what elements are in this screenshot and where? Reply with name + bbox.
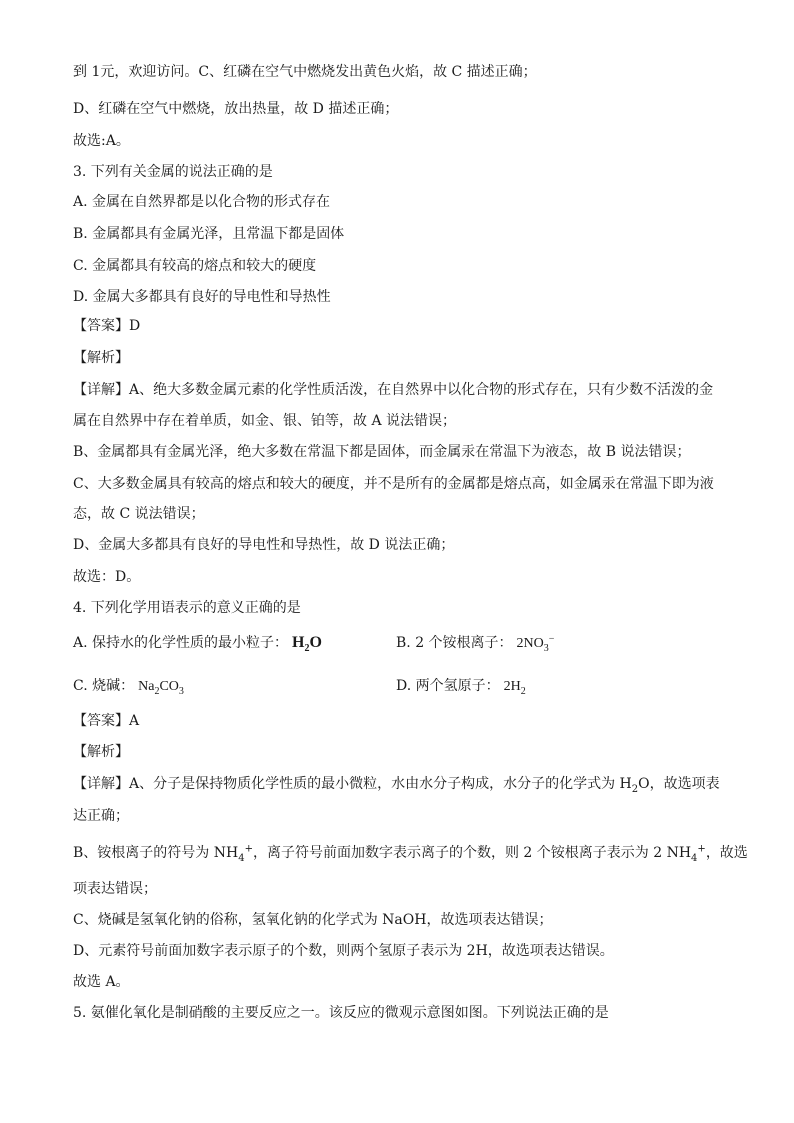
formula-h2o	[292, 634, 322, 655]
formula-sub: 2	[154, 685, 160, 697]
text-span: 【详解】A、分子是保持物质化学性质的最小微粒，水由水分子构成，水分子的化学式为 H	[73, 776, 632, 792]
option-b-text: B. 2 个铵根离子：	[396, 635, 513, 651]
formula-nitrate-ions	[516, 633, 555, 654]
formula-sub: 2	[631, 783, 639, 795]
text-span: ，故选	[705, 845, 748, 861]
question-3-detail: 属在自然界中存在着单质，如金、银、铂等，故 A 说法错误；	[73, 413, 457, 429]
formula-na2co3	[138, 679, 184, 697]
question-4-option-b	[396, 633, 754, 654]
question-4-detail	[73, 774, 754, 794]
question-5-stem: 5. 氨催化氧化是制硝酸的主要反应之一。该反应的微观示意图如图。下列说法正确的是	[73, 1005, 609, 1021]
formula-part: 2NO	[516, 636, 544, 651]
question-4-detail: 项表达错误；	[73, 881, 157, 897]
text-span: B、铵根离子的符号为 NH	[73, 845, 239, 861]
formula-part: Na	[138, 679, 155, 694]
formula-part: 2H	[503, 679, 521, 694]
formula-sub: 2	[520, 685, 526, 697]
question-3-detail: 故选：D。	[73, 569, 141, 585]
question-3-analysis-heading: 【解析】	[73, 350, 129, 366]
question-4-detail: D、元素符号前面加数字表示原子的个数，则两个氢原子表示为 2H，故选项表达错误。	[73, 943, 614, 959]
text-span: O，故选项表	[638, 776, 720, 792]
formula-sub: 3	[543, 642, 549, 654]
question-3-detail: B、金属都具有金属光泽，绝大多数在常温下都是固体，而金属汞在常温下为液态，故 B 说法错误；	[73, 444, 691, 460]
question-4-detail: C、烧碱是氢氧化钠的俗称，氢氧化钠的化学式为 NaOH，故选项表达错误；	[73, 912, 553, 928]
text-line: D、红磷在空气中燃烧，放出热量，故 D 描述正确；	[73, 101, 399, 117]
question-4-detail	[73, 843, 754, 863]
formula-sub: 2	[304, 643, 310, 655]
formula-part: O	[309, 634, 322, 651]
question-4-answer: 【答案】A	[73, 713, 140, 729]
question-3-detail: 【详解】A、绝大多数金属元素的化学性质活泼，在自然界中以化合物的形式存在，只有少数不活泼的金	[73, 382, 714, 398]
formula-2h2	[503, 679, 526, 697]
question-3-detail: C、大多数金属具有较高的熔点和较大的硬度，并不是所有的金属都是熔点高，如金属汞在常温下即为液	[73, 476, 714, 492]
formula-sub: 3	[178, 685, 184, 697]
question-3-option-a: A. 金属在自然界都是以化合物的形式存在	[73, 194, 331, 210]
question-3-option-c: C. 金属都具有较高的熔点和较大的硬度	[73, 258, 317, 274]
question-3-option-b: B. 金属都具有金属光泽，且常温下都是固体	[73, 226, 345, 242]
formula-sup: −	[548, 633, 555, 645]
question-3-option-d: D. 金属大多都具有良好的导电性和导热性	[73, 289, 331, 305]
formula-part: CO	[159, 679, 179, 694]
option-d-text: D. 两个氢原子：	[396, 678, 500, 694]
formula-sup: +	[697, 843, 706, 855]
text-span: ，离子符号前面加数字表示离子的个数，则 2 个铵根离子表示为 2 NH	[252, 845, 692, 861]
question-4-option-d	[396, 676, 754, 697]
option-c-text: C. 烧碱：	[73, 678, 135, 694]
question-3-detail: 态，故 C 说法错误；	[73, 506, 205, 522]
question-3-answer: 【答案】D	[73, 318, 141, 334]
question-4-detail: 故选 A。	[73, 974, 130, 990]
formula-part: H	[292, 634, 305, 651]
formula-sup: +	[244, 843, 253, 855]
question-4-detail: 达正确；	[73, 808, 129, 824]
text-line: 故选:A。	[73, 133, 130, 149]
text-line: 到 1元，欢迎访问。C、红磷在空气中燃烧发出黄色火焰，故 C 描述正确；	[73, 64, 537, 80]
question-3-stem: 3. 下列有关金属的说法正确的是	[73, 164, 273, 180]
formula-sub: 4	[238, 852, 245, 864]
question-4-stem: 4. 下列化学用语表示的意义正确的是	[73, 600, 301, 616]
formula-sub: 4	[691, 852, 698, 864]
question-3-detail: D、金属大多都具有良好的导电性和导热性，故 D 说法正确；	[73, 537, 455, 553]
option-a-text: A. 保持水的化学性质的最小粒子：	[73, 635, 289, 651]
question-4-analysis-heading: 【解析】	[73, 744, 129, 760]
